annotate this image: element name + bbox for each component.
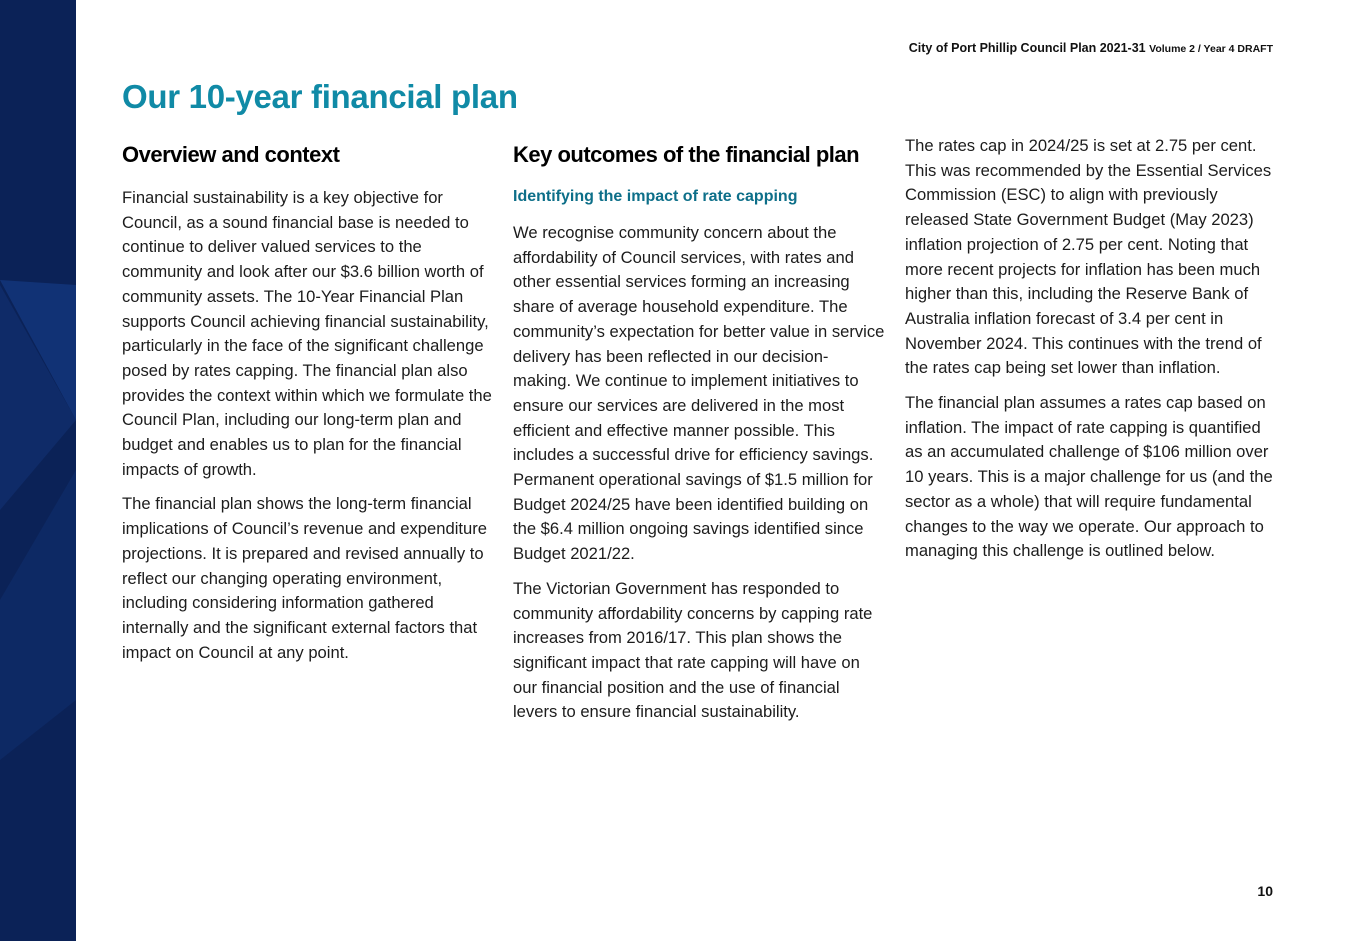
key-outcomes-column	[513, 138, 885, 725]
rates-cap-column	[905, 134, 1277, 564]
key-outcomes-heading: Key outcomes of the financial plan	[513, 142, 860, 167]
page-title: Our 10-year financial plan	[122, 78, 518, 115]
overview-column	[122, 138, 494, 665]
decorative-side-band	[0, 0, 76, 941]
rate-capping-subheading: Identifying the impact of rate capping	[513, 188, 798, 205]
overview-paragraph-1: Financial sustainability is a key objective for Council, as a sound financial base is needed to continue to deliver valued services to the community and look after our $3.6 billion worth of community assets. The 10-Year Financial Plan supports Council achieving financial sustainability, particularly in the face of the significant challenge posed by rates capping. The financial plan also provides the context within which we formulate the Council Plan, including our long-term plan and budget and enables us to plan for the financial impacts of growth.	[122, 188, 492, 479]
key-outcomes-paragraph-1: We recognise community concern about the affordability of Council services, with rates and other essential services forming an increasing share of average household expenditure. The community’s expectation for better value in service delivery has been reflected in our decision-making. We continue to implement initiatives to ensure our services are delivered in the most efficient and effective manner possible. This includes a successful drive for efficiency savings. Permanent operational savings of $1.5 million for Budget 2024/25 have been identified building on the $6.4 million ongoing savings identified since Budget 2021/22.	[513, 223, 885, 564]
key-outcomes-paragraph-2: The Victorian Government has responded to community affordability concerns by capping rate increases from 2016/17. This plan shows the significant impact that rate capping will have on our financial position and the use of financial levers to ensure financial sustainability.	[513, 578, 873, 722]
decorative-shapes	[0, 0, 76, 941]
page-number: 10	[1257, 883, 1273, 899]
overview-heading: Overview and context	[122, 142, 340, 167]
document-version: Volume 2 / Year 4 DRAFT	[1149, 43, 1273, 55]
overview-paragraph-2: The financial plan shows the long-term financial implications of Council’s revenue and expenditure projections. It is prepared and revised annually to reflect our changing operating environment, including considering information gathered internally and the significant external factors that impact on Council at any point.	[122, 494, 487, 662]
rates-cap-paragraph-2: The financial plan assumes a rates cap based on inflation. The impact of rate capping is quantified as an accumulated challenge of $106 million over 10 years. This is a major challenge for us (and the sector as a whole) that will require fundamental changes to the way we operate. Our approach to managing this challenge is outlined below.	[905, 393, 1273, 561]
rates-cap-paragraph-1: The rates cap in 2024/25 is set at 2.75 per cent. This was recommended by the Essential Services Commission (ESC) to align with previously released State Government Budget (May 2023) inflation projection of 2.75 per cent. Noting that more recent projects for inflation has been much higher than this, including the Reserve Bank of Australia inflation forecast of 3.4 per cent in November 2024. This continues with the trend of the rates cap being set lower than inflation.	[905, 136, 1272, 378]
document-header	[909, 41, 1273, 55]
document-title: City of Port Phillip Council Plan 2021-31	[908, 41, 1146, 55]
